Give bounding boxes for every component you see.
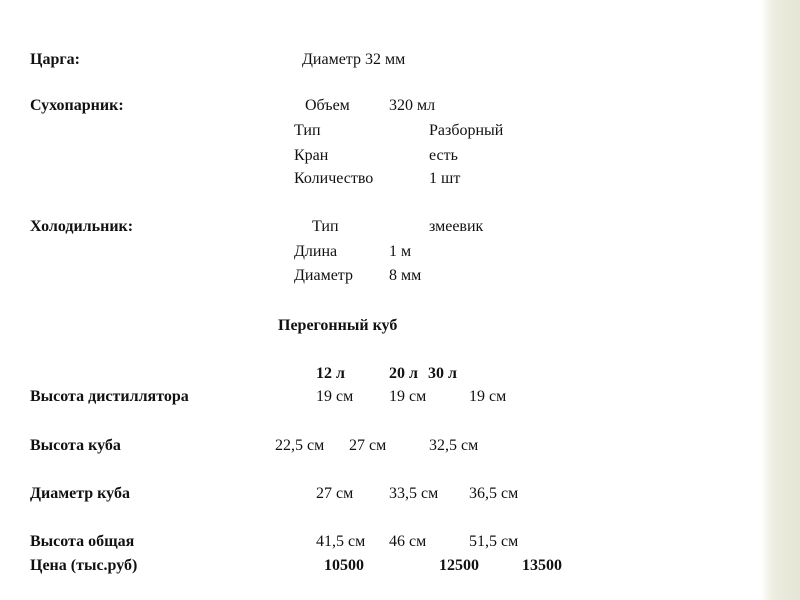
kub-col-12l: 12 л: [316, 365, 345, 382]
kub-col-20l: 20 л: [389, 365, 418, 382]
sukhoparnik-volume-label: Объем: [305, 97, 350, 114]
kholodilnik-length-label: Длина: [294, 243, 338, 260]
cube-diameter-v1: 27 см: [316, 485, 354, 502]
kholodilnik-type-value: змеевик: [429, 218, 484, 235]
sukhoparnik-type-label: Тип: [294, 122, 321, 139]
price-v1: 10500: [324, 557, 364, 574]
cube-height-v1: 22,5 см: [275, 437, 325, 454]
cube-height-label: Высота куба: [30, 437, 121, 454]
tsarga-label: Царга:: [30, 51, 80, 68]
cube-diameter-label: Диаметр куба: [30, 485, 130, 502]
cube-height-v3: 32,5 см: [429, 437, 479, 454]
decorative-edge: [760, 0, 800, 600]
distiller-height-v1: 19 см: [316, 388, 354, 405]
cube-diameter-v3: 36,5 см: [469, 485, 519, 502]
tsarga-value: Диаметр 32 мм: [302, 51, 406, 68]
sukhoparnik-type-value: Разборный: [429, 122, 504, 139]
total-height-v1: 41,5 см: [316, 533, 366, 550]
price-v3: 13500: [522, 557, 562, 574]
kholodilnik-diameter-label: Диаметр: [294, 267, 353, 284]
total-height-v3: 51,5 см: [469, 533, 519, 550]
kholodilnik-diameter-value: 8 мм: [389, 267, 422, 284]
sukhoparnik-tap-value: есть: [429, 147, 458, 164]
distiller-height-label: Высота дистиллятора: [30, 388, 189, 405]
sukhoparnik-qty-value: 1 шт: [429, 170, 461, 187]
total-height-label: Высота общая: [30, 533, 135, 550]
total-height-v2: 46 см: [389, 533, 427, 550]
price-label: Цена (тыс.руб): [30, 557, 138, 574]
kub-col-30l: 30 л: [428, 365, 457, 382]
price-v2: 12500: [439, 557, 479, 574]
kub-heading: Перегонный куб: [278, 317, 398, 334]
distiller-height-v2: 19 см: [389, 388, 427, 405]
sukhoparnik-qty-label: Количество: [294, 170, 374, 187]
kholodilnik-length-value: 1 м: [389, 243, 412, 260]
cube-diameter-v2: 33,5 см: [389, 485, 439, 502]
distiller-height-v3: 19 см: [469, 388, 507, 405]
sukhoparnik-label: Сухопарник:: [30, 97, 124, 114]
sukhoparnik-volume-value: 320 мл: [389, 97, 436, 114]
kholodilnik-type-label: Тип: [312, 218, 339, 235]
cube-height-v2: 27 см: [349, 437, 387, 454]
sukhoparnik-tap-label: Кран: [294, 147, 329, 164]
kholodilnik-label: Холодильник:: [30, 218, 134, 235]
